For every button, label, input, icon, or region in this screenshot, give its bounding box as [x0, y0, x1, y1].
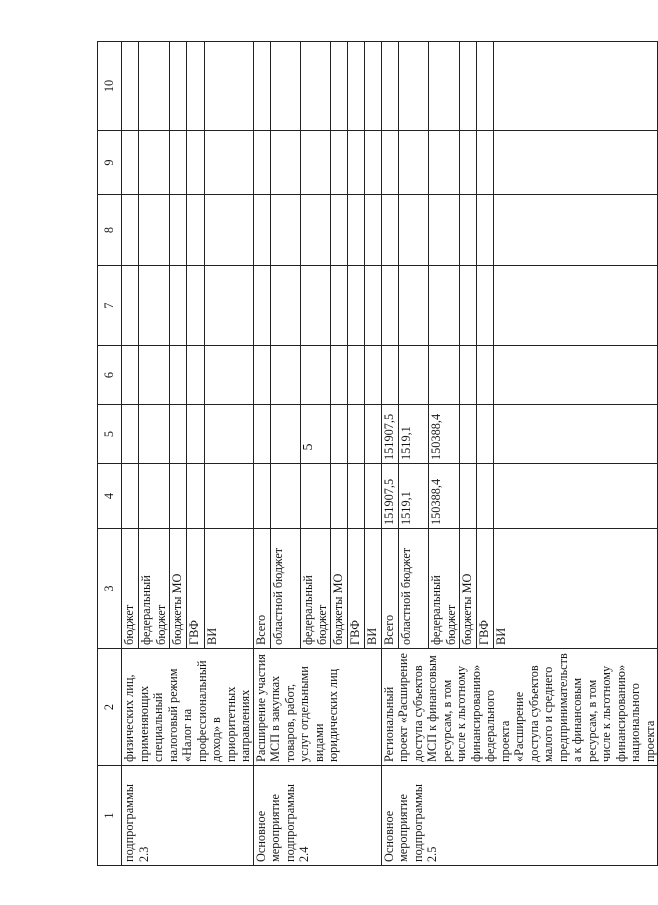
funding-source-cell: Всего — [381, 529, 398, 649]
value-cell-5 — [187, 405, 204, 464]
table-row — [381, 42, 398, 866]
budget-table — [97, 41, 658, 866]
col-header-7: 7 — [98, 266, 122, 346]
value-cell-5 — [253, 405, 270, 464]
activity-name-cell: Расширение участия МСП в закупках товаров, работ, услуг отдельными видами юридических лиц — [253, 649, 381, 766]
funding-source-cell: бюджеты МО — [330, 529, 347, 649]
value-cell-4 — [459, 464, 476, 529]
funding-source-cell: федеральный бюджет — [300, 529, 330, 649]
col-header-4: 4 — [98, 464, 122, 529]
value-cell-4 — [270, 464, 300, 529]
col-header-8: 8 — [98, 195, 122, 266]
funding-source-cell: ВИ — [364, 529, 381, 649]
value-cell-4 — [364, 464, 381, 529]
table-row — [253, 42, 270, 866]
program-code-cell: Основное мероприятие подпрограммы 2.5 — [381, 766, 658, 866]
value-cell-5 — [494, 405, 658, 464]
value-cell-4 — [169, 464, 186, 529]
funding-source-cell: областной бюджет — [270, 529, 300, 649]
col-header-5: 5 — [98, 405, 122, 464]
value-cell-4 — [300, 464, 330, 529]
value-cell-5: 151907,5 — [381, 405, 398, 464]
funding-source-cell: федеральный бюджет — [139, 529, 170, 649]
funding-source-cell: бюджет — [122, 529, 139, 649]
value-cell-5 — [169, 405, 186, 464]
program-code-cell: Основное мероприятие подпрограммы 2.4 — [253, 766, 381, 866]
funding-source-cell: ВИ — [494, 529, 658, 649]
value-cell-5 — [204, 405, 253, 464]
value-cell-4: 151907,5 — [381, 464, 398, 529]
value-cell-4 — [204, 464, 253, 529]
activity-name-cell: физических лиц, применяющих специальный налоговый режим «Налог на профессиональный доход» в приоритетных направлениях — [122, 649, 254, 766]
funding-source-cell: бюджеты МО — [169, 529, 186, 649]
activity-name-cell: Региональный проект «Расширение доступа субъектов МСП к финансовым ресурсам, в том числе к льготному финансированию» федерального проекта «Расширение доступа субъектов малого и среднего предпринимательства к финансовым ресурсам, в том числе к льготному финансированию» национального проекта — [381, 649, 658, 766]
funding-source-cell: ГВФ — [347, 529, 364, 649]
col-header-10: 10 — [98, 42, 122, 131]
funding-source-cell: областной бюджет — [398, 529, 428, 649]
value-cell-4: 1519,1 — [398, 464, 428, 529]
table-row — [122, 42, 139, 866]
value-cell-4 — [139, 464, 170, 529]
value-cell-4 — [122, 464, 139, 529]
col-header-9: 9 — [98, 131, 122, 195]
value-cell-5 — [270, 405, 300, 464]
funding-source-cell: Всего — [253, 529, 270, 649]
value-cell-5 — [330, 405, 347, 464]
value-cell-5: 1519,1 — [398, 405, 428, 464]
funding-source-cell: федеральный бюджет — [429, 529, 459, 649]
value-cell-5 — [122, 405, 139, 464]
value-cell-4 — [330, 464, 347, 529]
value-cell-4 — [187, 464, 204, 529]
col-header-3: 3 — [98, 529, 122, 649]
value-cell-5 — [347, 405, 364, 464]
funding-source-cell: ВИ — [204, 529, 253, 649]
col-header-1: 1 — [98, 766, 122, 866]
col-header-2: 2 — [98, 649, 122, 766]
header-row — [98, 42, 122, 866]
program-code-cell: подпрограммы 2.3 — [122, 766, 254, 866]
value-cell-5 — [300, 405, 330, 464]
budget-table-rotated — [97, 42, 657, 866]
funding-source-cell: ГВФ — [477, 529, 494, 649]
value-cell-4 — [477, 464, 494, 529]
value-cell-5 — [364, 405, 381, 464]
value-cell-4: 150388,4 — [429, 464, 459, 529]
value-cell-5 — [477, 405, 494, 464]
col-header-6: 6 — [98, 346, 122, 405]
value-cell-4 — [494, 464, 658, 529]
value-cell-5: 150388,4 — [429, 405, 459, 464]
value-cell-4 — [253, 464, 270, 529]
value-cell-5 — [459, 405, 476, 464]
funding-source-cell: бюджеты МО — [459, 529, 476, 649]
funding-source-cell: ГВФ — [187, 529, 204, 649]
page-number: 5 — [301, 443, 316, 451]
value-cell-4 — [347, 464, 364, 529]
value-cell-5 — [139, 405, 170, 464]
